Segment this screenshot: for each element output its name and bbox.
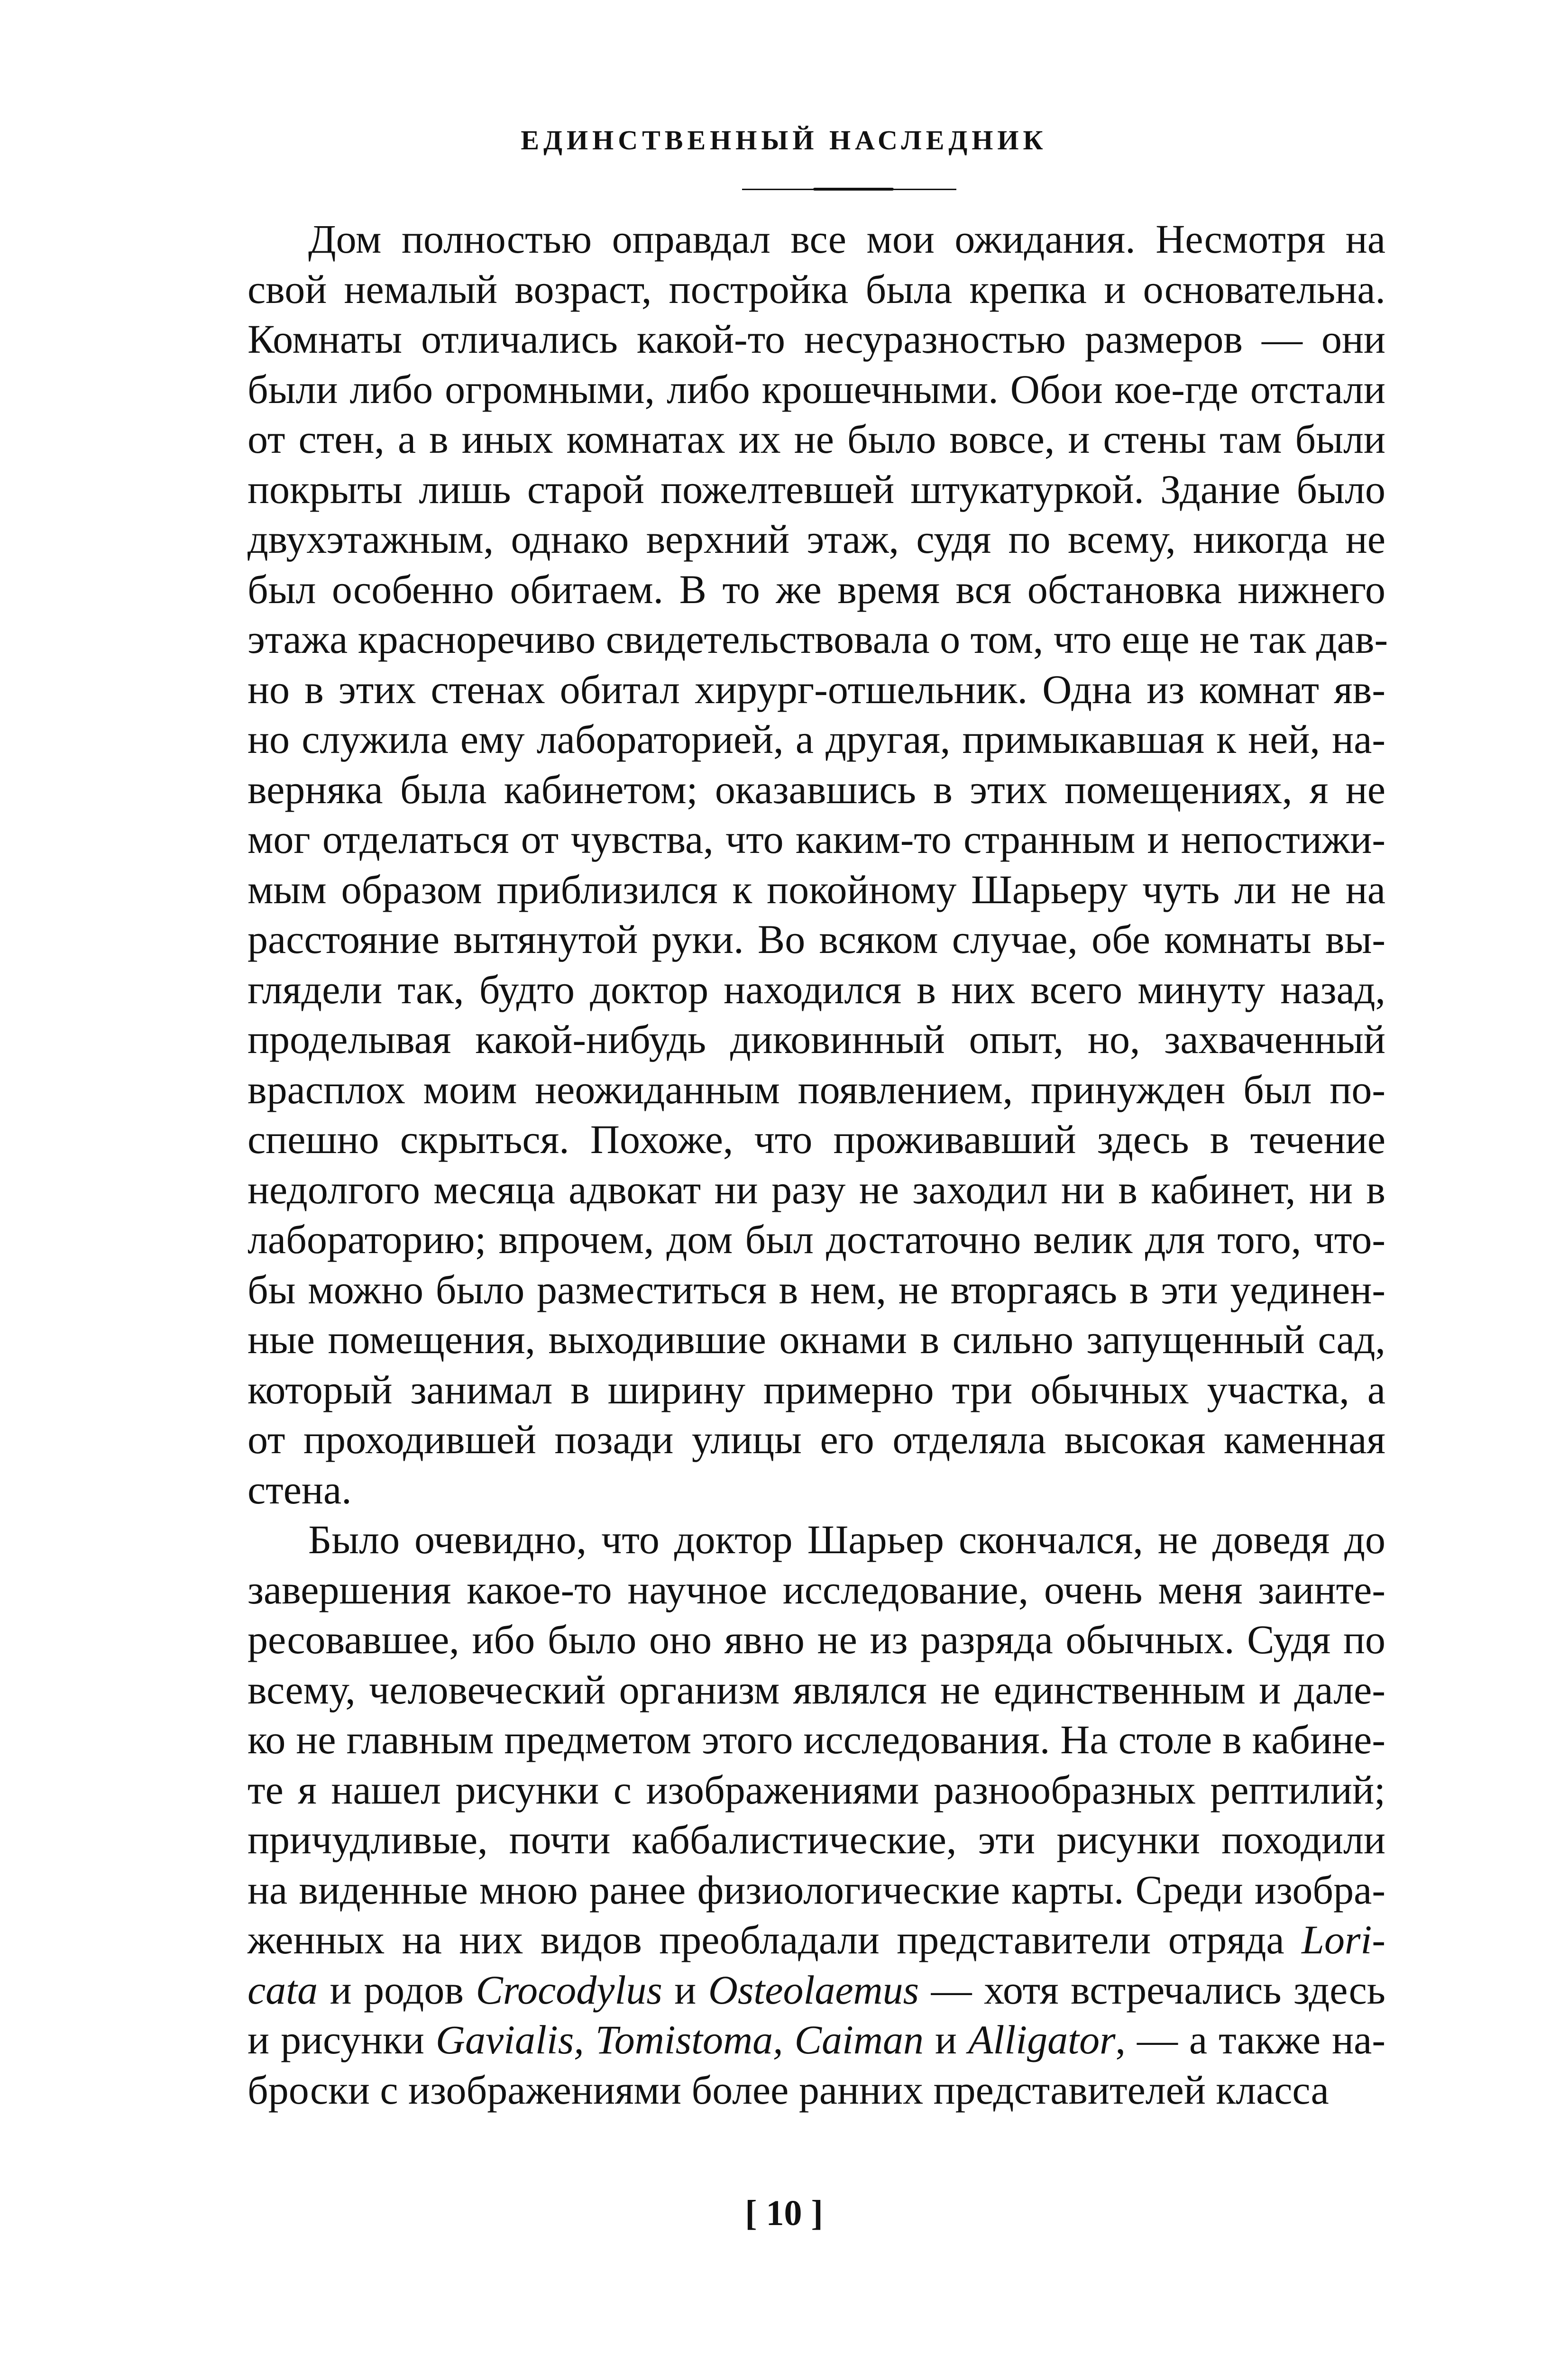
text-line <box>248 2015 1385 2065</box>
text-line <box>248 1165 1385 1215</box>
text-segment: были либо огромными, либо крошечными. Обои кое-где отстали <box>248 366 1385 412</box>
text-segment: свой немалый возраст, постройка была крепка и основательна. <box>248 266 1385 312</box>
text-line <box>248 2065 1385 2116</box>
text-line <box>248 1415 1385 1465</box>
text-line <box>248 665 1385 715</box>
text-segment: был особенно обитаем. В то же время вся обстановка нижнего <box>248 566 1385 612</box>
text-line <box>248 365 1385 415</box>
italic-text: Osteolaemus <box>708 1967 919 2013</box>
text-segment: недолгого месяца адвокат ни разу не заходил ни в кабинет, ни в <box>248 1166 1385 1212</box>
text-segment: Комнаты отличались какой-то несуразностью размеров — они <box>248 316 1385 362</box>
page-number: [ 10 ] <box>745 2193 823 2233</box>
text-line <box>248 414 1385 465</box>
italic-text: Crocodylus <box>476 1967 662 2013</box>
text-line <box>248 214 1385 265</box>
italic-text: Alligator <box>968 2017 1116 2062</box>
text-line <box>248 765 1385 815</box>
text-line <box>248 1015 1385 1065</box>
text-segment: причудливые, почти каббалистические, эти рисунки походили <box>248 1817 1385 1862</box>
text-segment: двухэтажным, однако верхний этаж, судя по всему, никогда не <box>248 516 1385 562</box>
text-segment: и <box>924 2017 968 2062</box>
text-segment: покрыты лишь старой пожелтевшей штукатуркой. Здание было <box>248 466 1385 512</box>
text-line <box>248 714 1385 765</box>
paragraph <box>248 1515 1385 2115</box>
text-segment: ресовавшее, ибо было оно явно не из разряда обычных. Судя по <box>248 1617 1385 1662</box>
italic-text: Lori- <box>1302 1917 1385 1962</box>
text-segment: но в этих стенах обитал хирург-отшельник. Одна из комнат яв- <box>248 666 1385 712</box>
text-segment: который занимал в ширину примерно три обычных участка, а <box>248 1366 1385 1412</box>
text-segment: и <box>662 1967 708 2013</box>
text-line <box>248 1365 1385 1415</box>
text-line <box>248 915 1385 965</box>
text-segment: но служила ему лабораторией, а другая, примыкавшая к ней, на- <box>248 716 1385 762</box>
text-line <box>248 1765 1385 1815</box>
text-segment: всему, человеческий организм являлся не единственным и дале- <box>248 1667 1385 1713</box>
paragraph <box>248 214 1388 1515</box>
text-line <box>248 1615 1385 1665</box>
text-line <box>248 1715 1385 1765</box>
text-segment: на виденные мною ранее физиологические карты. Среди изобра- <box>248 1867 1385 1913</box>
text-segment: спешно скрыться. Похоже, что проживавший здесь в течение <box>248 1117 1385 1162</box>
text-line <box>248 1565 1385 1615</box>
text-segment: Было очевидно, что доктор Шарьер скончался, не доведя до <box>308 1517 1385 1562</box>
text-line <box>248 815 1385 865</box>
text-segment: женных на них видов преобладали представители отряда <box>248 1917 1302 1962</box>
text-line <box>248 265 1385 315</box>
text-segment: верняка была кабинетом; оказавшись в этих помещениях, я не <box>248 766 1385 812</box>
text-segment: глядели так, будто доктор находился в них всего минуту назад, <box>248 966 1385 1012</box>
text-segment: от стен, а в иных комнатах их не было вовсе, и стены там были <box>248 416 1385 462</box>
text-line <box>248 1465 1385 1515</box>
text-segment: проделывая какой-нибудь диковинный опыт, но, захваченный <box>248 1017 1385 1062</box>
text-line <box>248 1865 1385 1915</box>
text-line <box>248 465 1385 515</box>
text-segment: мым образом приблизился к покойному Шарьеру чуть ли не на <box>248 866 1385 912</box>
text-segment: Дом полностью оправдал все мои ожидания. Несмотря на <box>308 216 1385 262</box>
text-segment: ко не главным предметом этого исследования. На столе в кабине- <box>248 1717 1385 1762</box>
text-line <box>248 314 1385 365</box>
italic-text: cata <box>248 1967 318 2013</box>
running-head: ЕДИНСТВЕННЫЙ НАСЛЕДНИК <box>521 125 1047 156</box>
italic-text: Gavialis, Tomistoma, Caiman <box>435 2017 924 2062</box>
text-line <box>248 1315 1385 1365</box>
header-rule-divider <box>742 189 956 190</box>
text-segment: и родов <box>318 1967 476 2013</box>
text-segment: этажа красноречиво свидетельствовала о том, что еще не так дав- <box>248 616 1388 662</box>
text-segment: ные помещения, выходившие окнами в сильно запущенный сад, <box>248 1317 1385 1362</box>
text-line <box>248 965 1385 1015</box>
text-segment: от проходившей позади улицы его отделяла высокая каменная <box>248 1417 1385 1462</box>
text-line <box>248 614 1388 665</box>
text-line <box>248 1515 1385 1565</box>
text-line <box>248 1915 1385 1965</box>
text-segment: расстояние вытянутой руки. Во всяком случае, обе комнаты вы- <box>248 916 1385 962</box>
body-text <box>248 214 1388 2115</box>
text-line <box>248 1115 1385 1165</box>
text-segment: и рисунки <box>248 2017 436 2062</box>
text-line <box>248 1965 1385 2015</box>
text-line <box>248 1065 1385 1115</box>
text-segment: стена. <box>248 1466 352 1512</box>
text-segment: врасплох моим неожиданным появлением, принужден был по- <box>248 1066 1385 1112</box>
text-line <box>248 1215 1385 1265</box>
text-line <box>248 865 1385 915</box>
text-line <box>248 1665 1385 1715</box>
text-segment: завершения какое-то научное исследование, очень меня заинте- <box>248 1566 1385 1612</box>
text-segment: мог отделаться от чувства, что каким-то странным и непостижи- <box>248 816 1385 862</box>
text-segment: те я нашел рисунки с изображениями разнообразных рептилий; <box>248 1767 1385 1813</box>
text-segment: бы можно было разместиться в нем, не вторгаясь в эти уединен- <box>248 1266 1385 1312</box>
text-segment: броски с изображениями более ранних представителей класса <box>248 2067 1329 2113</box>
text-line <box>248 1815 1385 1865</box>
text-line <box>248 565 1385 615</box>
text-line <box>248 1265 1385 1315</box>
text-segment: , — а также на- <box>1115 2017 1385 2062</box>
text-segment: лабораторию; впрочем, дом был достаточно велик для того, что- <box>248 1217 1385 1262</box>
text-segment: — хотя встречались здесь <box>919 1967 1385 2013</box>
text-line <box>248 514 1385 565</box>
